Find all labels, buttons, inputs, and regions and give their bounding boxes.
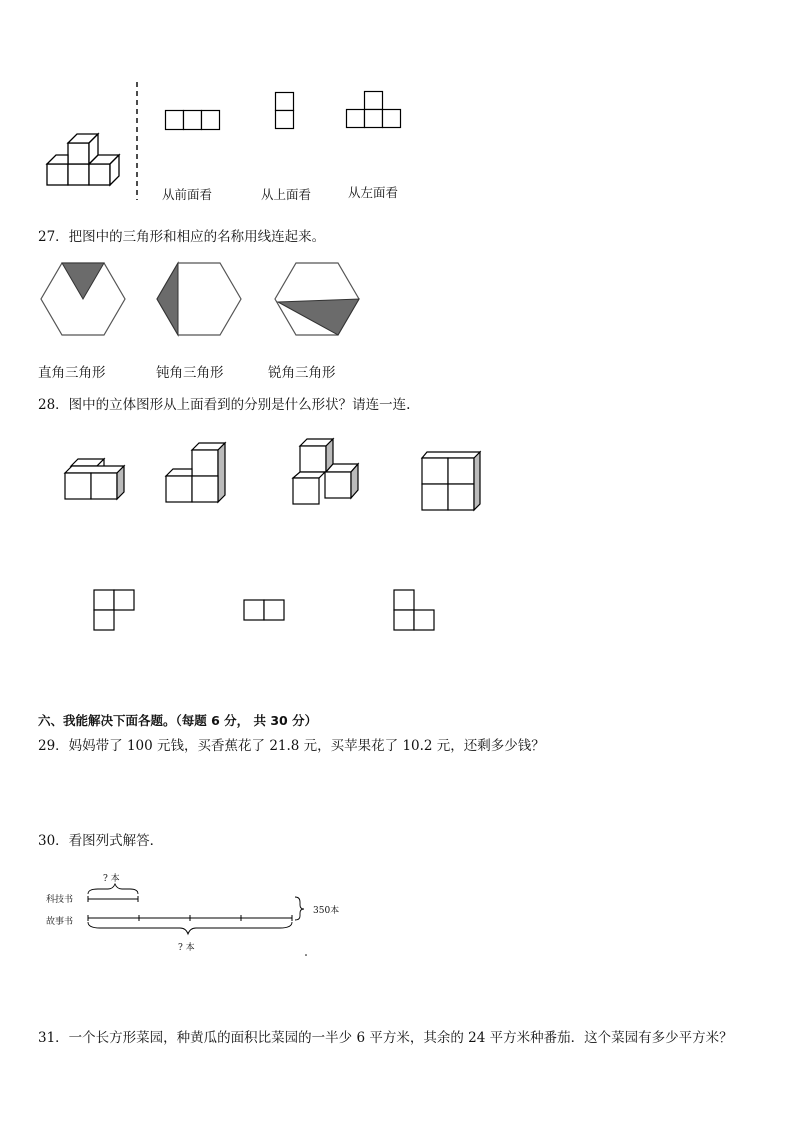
question-30-text: 30．看图列式解答． (38, 833, 164, 849)
top-view-option-2 (243, 599, 287, 623)
name-right-triangle: 直角三角形 (38, 365, 106, 381)
top-brace-label: ? 本 (103, 874, 120, 884)
section-6-heading: 六、我能解决下面各题。（每题 6 分， 共 30 分） (38, 713, 318, 728)
front-view-shape (165, 110, 221, 131)
science-books-label: 科技书 (46, 895, 74, 905)
hexagon-right-triangle (40, 262, 126, 336)
solid-figure-3 (292, 438, 362, 508)
dashed-divider (134, 82, 140, 200)
question-31-text: 31．一个长方形菜园，种黄瓜的面积比菜园的一半少 6 平方米，其余的 24 平方米种番茄．这个菜园有多少平方米？ (38, 1030, 733, 1046)
bottom-brace (88, 922, 292, 934)
stray-dot (305, 954, 307, 956)
bottom-brace-label: ? 本 (178, 943, 195, 953)
name-obtuse-triangle: 钝角三角形 (156, 365, 224, 381)
cube-stack-figure (40, 125, 130, 195)
front-view-label: 从前面看 (162, 187, 213, 202)
top-view-option-1 (93, 589, 137, 633)
name-acute-triangle: 锐角三角形 (268, 365, 336, 381)
top-view-option-3 (393, 589, 437, 633)
segment-diagram (80, 880, 320, 960)
hexagon-obtuse-triangle (156, 262, 242, 336)
solid-figure-2 (165, 440, 229, 506)
question-28-text: 28．图中的立体图形从上面看到的分别是什么形状？请连一连. (38, 397, 411, 413)
total-label: 350本 (313, 906, 340, 916)
hexagon-acute-triangle (274, 262, 360, 336)
question-29-text: 29．妈妈带了 100 元钱，买香蕉花了 21.8 元，买苹果花了 10.2 元，还剩多少钱？ (38, 738, 545, 754)
left-view-shape (346, 91, 402, 129)
right-brace (295, 897, 304, 920)
question-27-text: 27．把图中的三角形和相应的名称用线连起来。 (38, 229, 326, 245)
top-brace (88, 884, 138, 894)
top-view-label: 从上面看 (261, 187, 312, 202)
solid-figure-1 (64, 456, 128, 502)
story-books-label: 故事书 (46, 917, 74, 927)
solid-figure-4 (420, 450, 484, 512)
left-view-label: 从左面看 (348, 185, 399, 200)
top-view-shape (275, 92, 295, 130)
